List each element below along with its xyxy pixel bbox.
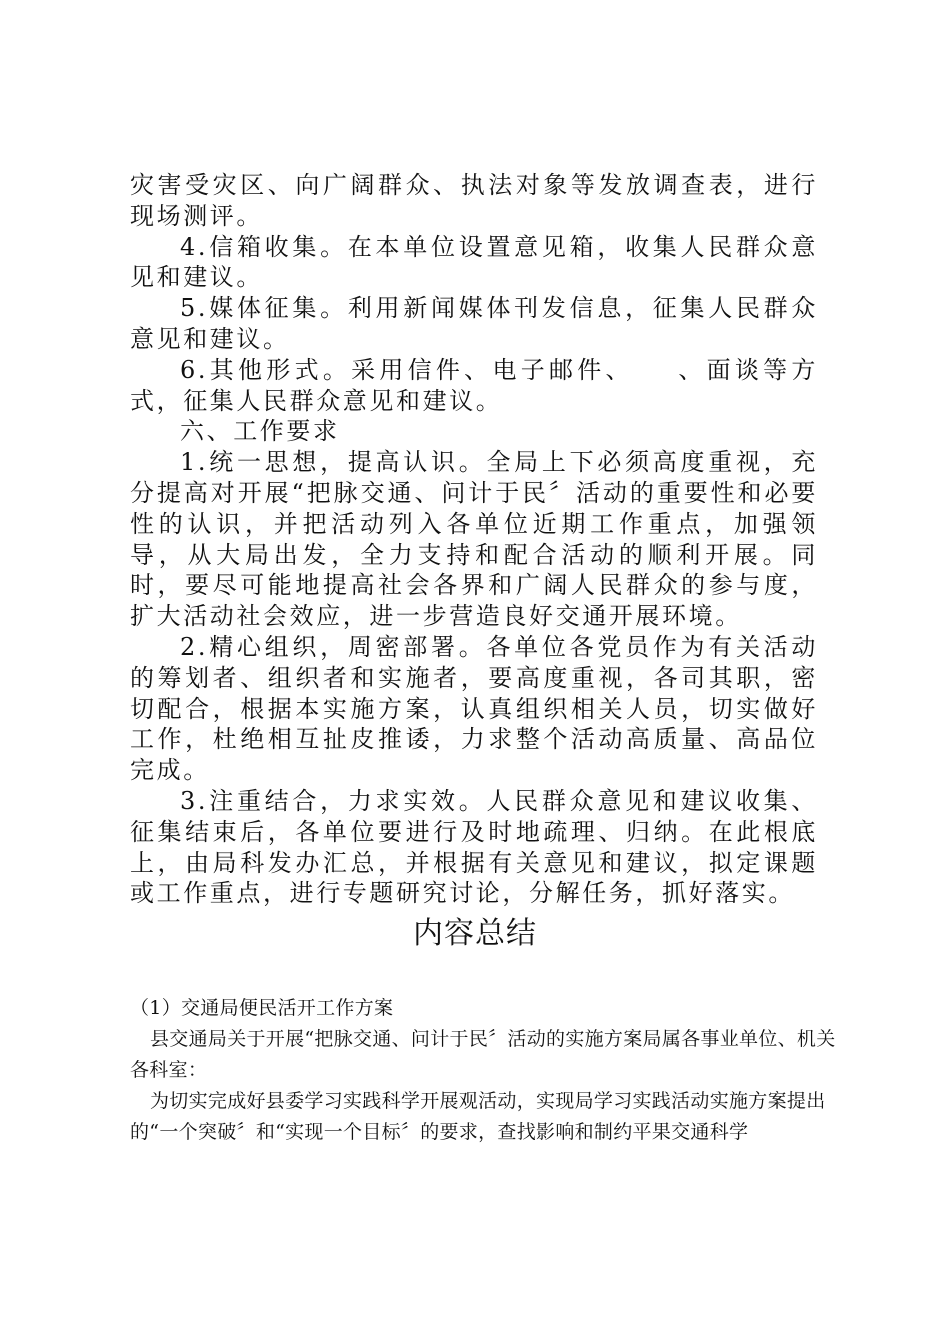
- paragraph-other-forms: 6.其他形式。采用信件、电子邮件、 、面谈等方式，征集人民群众意见和建议。: [130, 355, 818, 415]
- section-heading-requirements: 六、工作要求: [180, 417, 340, 446]
- summary-paragraph-1: 县交通局关于开展“把脉交通、问计于民〞活动的实施方案局属各事业单位、机关各科室：: [130, 1028, 836, 1081]
- paragraph-requirement-3: 3.注重结合，力求实效。人民群众意见和建议收集、征集结束后，各单位要进行及时地疏理、归纳。在此根底上，由局科发办汇总，并根据有关意见和建议，拟定课题或工作重点，进行专题研究讨论，分解任务，抓好落实。: [130, 786, 818, 908]
- paragraph-mailbox: 4.信箱收集。在本单位设置意见箱，收集人民群众意见和建议。: [130, 232, 818, 292]
- summary-title: 内容总结: [413, 916, 537, 951]
- main-body: [130, 170, 818, 909]
- paragraph-requirement-1: 1.统一思想，提高认识。全局上下必须高度重视，充分提高对开展“把脉交通、问计于民〞活动的重要性和必要性的认识，并把活动列入各单位近期工作重点，加强领导，从大局出发，全力支持和配合活动的顺利开展。同时，要尽可能地提高社会各界和广阔人民群众的参与度，扩大活动社会效应，进一步营造良好交通开展环境。: [130, 448, 818, 631]
- paragraph-requirement-2: 2.精心组织，周密部署。各单位各党员作为有关活动的筹划者、组织者和实施者，要高度重视，各司其职，密切配合，根据本实施方案，认真组织相关人员，切实做好工作，杜绝相互扯皮推诿，力求整个活动高质量、高品位完成。: [130, 632, 818, 785]
- summary-section: [130, 993, 836, 1148]
- paragraph-media: 5.媒体征集。利用新闻媒体刊发信息，征集人民群众意见和建议。: [130, 294, 818, 353]
- summary-paragraph-2: 为切实完成好县委学习实践科学开展观活动，实现局学习实践活动实施方案提出的“一个突破〞和“实现一个目标〞的要求，查找影响和制约平果交通科学: [130, 1090, 826, 1143]
- summary-subtitle: （1）交通局便民活开工作方案: [130, 997, 394, 1019]
- paragraph-survey-end: 灾害受灾区、向广阔群众、执法对象等发放调查表，进行现场测评。: [130, 171, 818, 230]
